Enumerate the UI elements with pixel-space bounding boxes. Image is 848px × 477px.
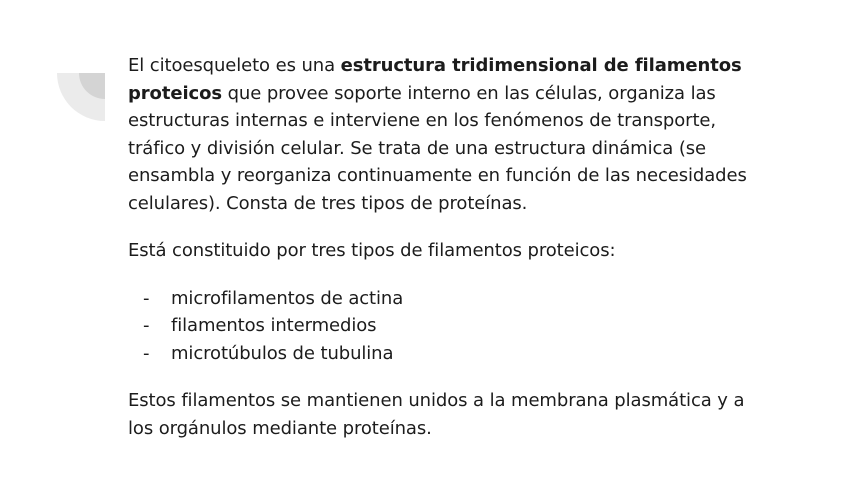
- filaments-intro-paragraph: Está constituido por tres tipos de filamentos proteicos:: [128, 240, 616, 261]
- intro-text: El citoesqueleto es una: [128, 55, 341, 76]
- intro-paragraph: [128, 52, 768, 217]
- list-item-text: microtúbulos de tubulina: [171, 342, 394, 364]
- list-item-text: filamentos intermedios: [171, 315, 377, 336]
- slide-content: [128, 52, 768, 442]
- list-bullet: -: [143, 315, 150, 336]
- list-item: [128, 312, 768, 340]
- list-item-text: microfilamentos de actina: [171, 287, 404, 309]
- list-bullet: -: [143, 287, 150, 309]
- closing-paragraph: Estos filamentos se mantienen unidos a la membrana plasmática y a los orgánulos mediante proteínas.: [128, 390, 745, 439]
- slide-decoration: [57, 73, 105, 121]
- list-item: [128, 340, 768, 368]
- filament-types-list: [128, 285, 768, 368]
- list-bullet: -: [143, 342, 150, 364]
- list-item: [128, 285, 768, 313]
- intro-rest-text: que provee soporte interno en las células, organiza las estructuras internas e interviene en los fenómenos de transporte, tráfico y división celular. Se trata de una estructura dinámica (se ensambla y reorganiza continuamente en función de las necesidades celulares). Consta de tres tipos de proteínas.: [128, 82, 747, 214]
- intro-bold-text: estructura tridimensional de filamentos proteicos: [128, 55, 742, 104]
